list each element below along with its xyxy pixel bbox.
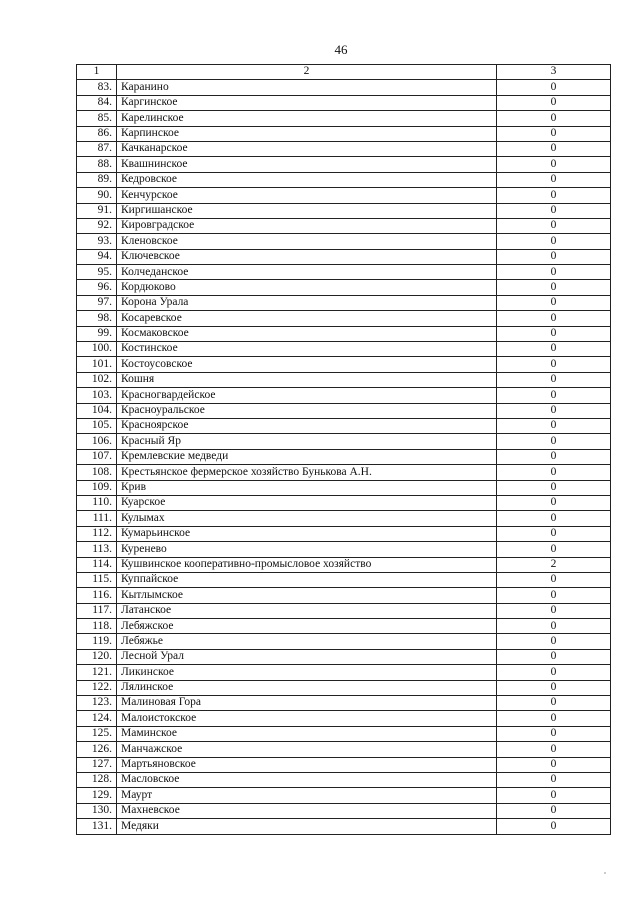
row-value: 0 <box>497 665 611 680</box>
row-value: 0 <box>497 495 611 510</box>
table-row <box>77 696 611 711</box>
table-row <box>77 126 611 141</box>
hunting-ground-name: Маурт <box>117 788 497 803</box>
hunting-ground-name: Карпинское <box>117 126 497 141</box>
table-row <box>77 465 611 480</box>
hunting-ground-name: Кленовское <box>117 234 497 249</box>
row-number: 131. <box>77 819 117 834</box>
row-value: 0 <box>497 388 611 403</box>
row-number: 97. <box>77 295 117 310</box>
row-value: 0 <box>497 311 611 326</box>
table-row <box>77 157 611 172</box>
row-value: 0 <box>497 172 611 187</box>
table-row <box>77 557 611 572</box>
row-number: 104. <box>77 403 117 418</box>
header-col-1: 1 <box>77 65 117 80</box>
hunting-ground-name: Латанское <box>117 603 497 618</box>
row-number: 92. <box>77 218 117 233</box>
hunting-ground-name: Корона Урала <box>117 295 497 310</box>
row-number: 118. <box>77 619 117 634</box>
row-value: 0 <box>497 726 611 741</box>
row-value: 0 <box>497 742 611 757</box>
row-number: 105. <box>77 418 117 433</box>
row-number: 123. <box>77 696 117 711</box>
scan-speck <box>604 872 606 874</box>
row-number: 107. <box>77 449 117 464</box>
row-number: 117. <box>77 603 117 618</box>
table-row <box>77 95 611 110</box>
hunting-ground-name: Ключевское <box>117 249 497 264</box>
table-row <box>77 619 611 634</box>
hunting-ground-name: Кумарьинское <box>117 526 497 541</box>
hunting-ground-name: Красный Яр <box>117 434 497 449</box>
row-number: 103. <box>77 388 117 403</box>
hunting-ground-name: Медяки <box>117 819 497 834</box>
row-number: 126. <box>77 742 117 757</box>
row-value: 0 <box>497 418 611 433</box>
row-number: 94. <box>77 249 117 264</box>
row-value: 0 <box>497 588 611 603</box>
table-row <box>77 311 611 326</box>
hunting-ground-name: Куренево <box>117 542 497 557</box>
table-row <box>77 572 611 587</box>
hunting-ground-name: Куппайское <box>117 572 497 587</box>
table-row <box>77 80 611 95</box>
hunting-ground-name: Карелинское <box>117 111 497 126</box>
row-value: 0 <box>497 696 611 711</box>
hunting-ground-name: Каргинское <box>117 95 497 110</box>
table-row <box>77 649 611 664</box>
row-number: 129. <box>77 788 117 803</box>
row-number: 84. <box>77 95 117 110</box>
hunting-ground-name: Махневское <box>117 803 497 818</box>
row-value: 0 <box>497 265 611 280</box>
row-value: 0 <box>497 218 611 233</box>
table-row <box>77 526 611 541</box>
hunting-ground-name: Кедровское <box>117 172 497 187</box>
row-number: 124. <box>77 711 117 726</box>
row-value: 0 <box>497 619 611 634</box>
table-header <box>77 65 611 80</box>
table-row <box>77 342 611 357</box>
table-row <box>77 280 611 295</box>
row-value: 0 <box>497 572 611 587</box>
row-number: 90. <box>77 188 117 203</box>
hunting-ground-name: Лялинское <box>117 680 497 695</box>
table-row <box>77 588 611 603</box>
table-row <box>77 788 611 803</box>
row-value: 0 <box>497 280 611 295</box>
hunting-ground-name: Куарское <box>117 495 497 510</box>
row-number: 98. <box>77 311 117 326</box>
row-value: 0 <box>497 803 611 818</box>
table-row <box>77 726 611 741</box>
row-value: 0 <box>497 126 611 141</box>
row-number: 122. <box>77 680 117 695</box>
hunting-ground-name: Кенчурское <box>117 188 497 203</box>
row-value: 0 <box>497 95 611 110</box>
row-value: 0 <box>497 711 611 726</box>
row-value: 0 <box>497 249 611 264</box>
table-row <box>77 203 611 218</box>
table-row <box>77 418 611 433</box>
row-number: 109. <box>77 480 117 495</box>
hunting-ground-name: Киргишанское <box>117 203 497 218</box>
hunting-ground-name: Кошня <box>117 372 497 387</box>
hunting-ground-name: Кулымах <box>117 511 497 526</box>
hunting-ground-name: Каранино <box>117 80 497 95</box>
table-row <box>77 449 611 464</box>
table-row <box>77 434 611 449</box>
row-number: 85. <box>77 111 117 126</box>
row-number: 100. <box>77 342 117 357</box>
table-row <box>77 772 611 787</box>
row-number: 130. <box>77 803 117 818</box>
row-value: 0 <box>497 465 611 480</box>
table-row <box>77 111 611 126</box>
table-row <box>77 357 611 372</box>
table-row <box>77 757 611 772</box>
table-row <box>77 234 611 249</box>
hunting-ground-name: Костинское <box>117 342 497 357</box>
hunting-ground-name: Лебяжье <box>117 634 497 649</box>
table-header-row <box>77 65 611 80</box>
hunting-ground-name: Красноуральское <box>117 403 497 418</box>
row-number: 99. <box>77 326 117 341</box>
table-row <box>77 141 611 156</box>
table-row <box>77 511 611 526</box>
row-number: 87. <box>77 141 117 156</box>
table-row <box>77 218 611 233</box>
row-number: 88. <box>77 157 117 172</box>
hunting-ground-name: Костоусовское <box>117 357 497 372</box>
table-row <box>77 603 611 618</box>
hunting-ground-name: Квашнинское <box>117 157 497 172</box>
row-value: 2 <box>497 557 611 572</box>
hunting-ground-name: Кремлевские медведи <box>117 449 497 464</box>
row-number: 102. <box>77 372 117 387</box>
row-number: 96. <box>77 280 117 295</box>
row-value: 0 <box>497 526 611 541</box>
table-row <box>77 480 611 495</box>
row-value: 0 <box>497 141 611 156</box>
row-value: 0 <box>497 634 611 649</box>
hunting-ground-name: Красногвардейское <box>117 388 497 403</box>
table-row <box>77 665 611 680</box>
table-row <box>77 742 611 757</box>
row-number: 111. <box>77 511 117 526</box>
hunting-ground-name: Колчеданское <box>117 265 497 280</box>
row-number: 101. <box>77 357 117 372</box>
table-row <box>77 326 611 341</box>
row-number: 119. <box>77 634 117 649</box>
table-row <box>77 403 611 418</box>
row-value: 0 <box>497 372 611 387</box>
hunting-ground-name: Малиновая Гора <box>117 696 497 711</box>
row-value: 0 <box>497 449 611 464</box>
row-value: 0 <box>497 772 611 787</box>
row-number: 116. <box>77 588 117 603</box>
hunting-ground-name: Лесной Урал <box>117 649 497 664</box>
row-value: 0 <box>497 511 611 526</box>
row-number: 114. <box>77 557 117 572</box>
row-value: 0 <box>497 80 611 95</box>
row-number: 110. <box>77 495 117 510</box>
row-value: 0 <box>497 157 611 172</box>
row-value: 0 <box>497 188 611 203</box>
row-value: 0 <box>497 111 611 126</box>
row-value: 0 <box>497 788 611 803</box>
row-value: 0 <box>497 819 611 834</box>
table-row <box>77 295 611 310</box>
hunting-ground-name: Масловское <box>117 772 497 787</box>
hunting-ground-name: Красноярское <box>117 418 497 433</box>
table-row <box>77 372 611 387</box>
row-value: 0 <box>497 326 611 341</box>
row-number: 106. <box>77 434 117 449</box>
table-row <box>77 388 611 403</box>
header-col-2: 2 <box>117 65 497 80</box>
row-value: 0 <box>497 434 611 449</box>
row-number: 113. <box>77 542 117 557</box>
table-row <box>77 542 611 557</box>
header-col-3: 3 <box>497 65 611 80</box>
hunting-ground-name: Крив <box>117 480 497 495</box>
row-number: 93. <box>77 234 117 249</box>
table-row <box>77 634 611 649</box>
hunting-ground-name: Косаревское <box>117 311 497 326</box>
row-number: 112. <box>77 526 117 541</box>
row-number: 125. <box>77 726 117 741</box>
hunting-grounds-table <box>76 64 611 835</box>
table-row <box>77 711 611 726</box>
hunting-ground-name: Кушвинское кооперативно-промысловое хозяйство <box>117 557 497 572</box>
row-value: 0 <box>497 403 611 418</box>
row-value: 0 <box>497 295 611 310</box>
hunting-ground-name: Малоистокское <box>117 711 497 726</box>
hunting-ground-name: Кировградское <box>117 218 497 233</box>
row-value: 0 <box>497 203 611 218</box>
row-number: 86. <box>77 126 117 141</box>
row-number: 121. <box>77 665 117 680</box>
row-value: 0 <box>497 480 611 495</box>
page-number: 46 <box>334 42 348 57</box>
hunting-ground-name: Кордюково <box>117 280 497 295</box>
table-row <box>77 803 611 818</box>
table-row <box>77 265 611 280</box>
row-value: 0 <box>497 603 611 618</box>
row-number: 89. <box>77 172 117 187</box>
hunting-ground-name: Космаковское <box>117 326 497 341</box>
hunting-ground-name: Маминское <box>117 726 497 741</box>
row-value: 0 <box>497 234 611 249</box>
table-body <box>77 80 611 834</box>
hunting-ground-name: Ликинское <box>117 665 497 680</box>
row-number: 91. <box>77 203 117 218</box>
hunting-ground-name: Качканарское <box>117 141 497 156</box>
row-number: 128. <box>77 772 117 787</box>
row-number: 120. <box>77 649 117 664</box>
row-value: 0 <box>497 757 611 772</box>
row-number: 83. <box>77 80 117 95</box>
table-row <box>77 249 611 264</box>
row-value: 0 <box>497 649 611 664</box>
row-number: 95. <box>77 265 117 280</box>
hunting-ground-name: Крестьянское фермерское хозяйство Бунькова А.Н. <box>117 465 497 480</box>
row-value: 0 <box>497 357 611 372</box>
row-value: 0 <box>497 342 611 357</box>
row-number: 108. <box>77 465 117 480</box>
hunting-ground-name: Кытлымское <box>117 588 497 603</box>
table-row <box>77 188 611 203</box>
row-number: 115. <box>77 572 117 587</box>
table-row <box>77 819 611 834</box>
table-row <box>77 680 611 695</box>
row-number: 127. <box>77 757 117 772</box>
hunting-ground-name: Манчажское <box>117 742 497 757</box>
row-value: 0 <box>497 542 611 557</box>
hunting-ground-name: Мартьяновское <box>117 757 497 772</box>
table-row <box>77 172 611 187</box>
hunting-ground-name: Лебяжское <box>117 619 497 634</box>
row-value: 0 <box>497 680 611 695</box>
table-row <box>77 495 611 510</box>
